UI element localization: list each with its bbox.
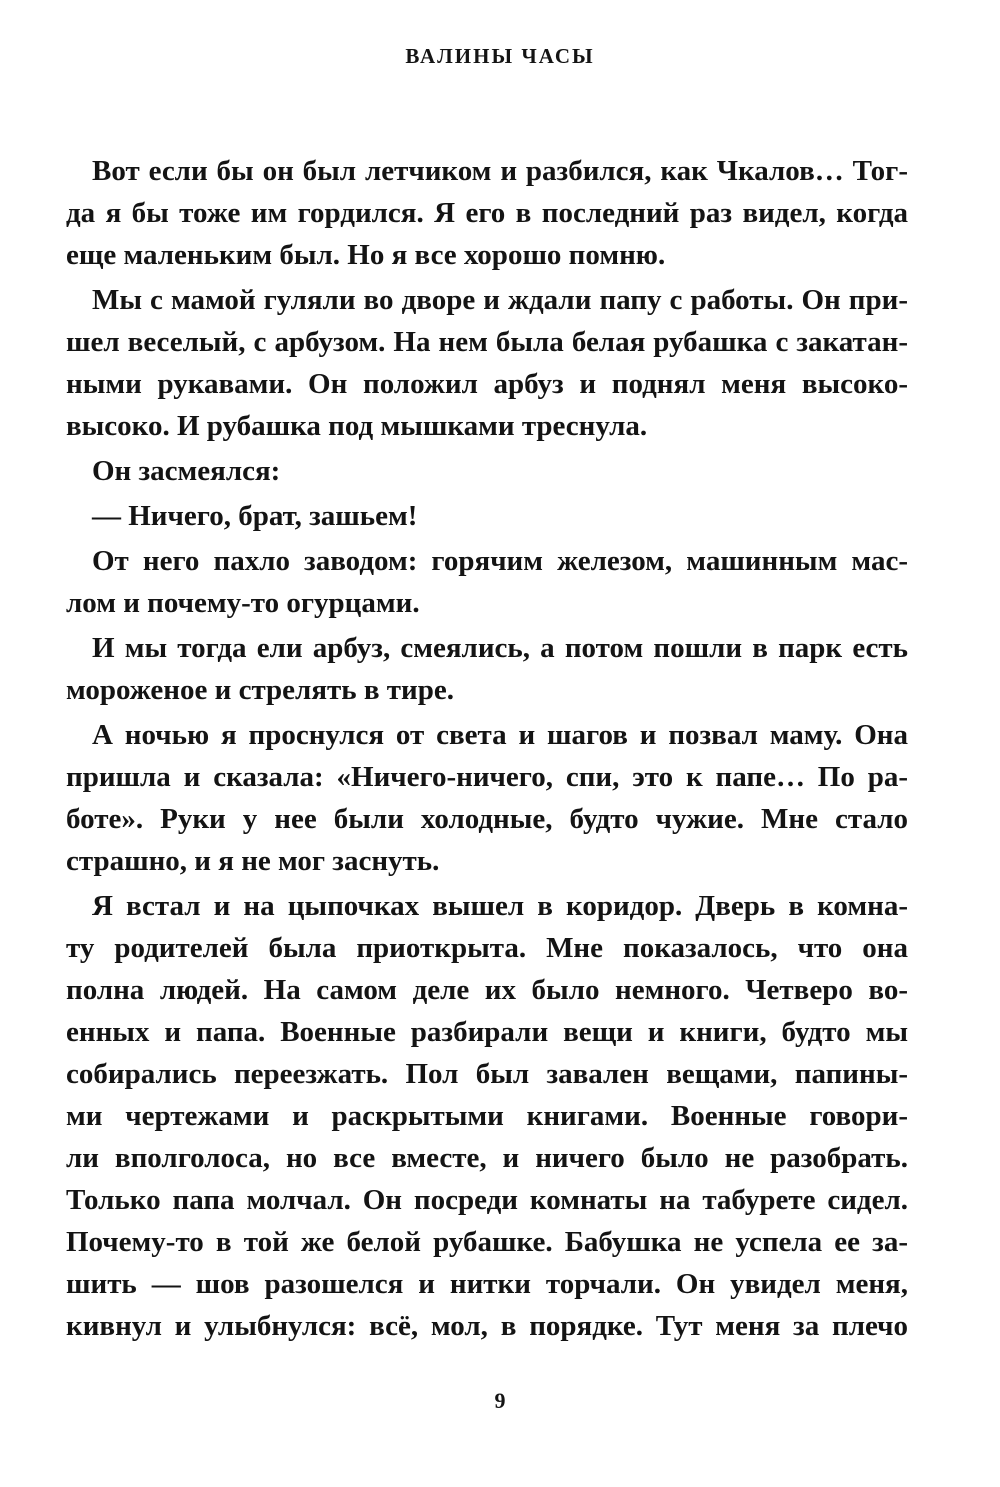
text-line: полна людей. На самом деле их было немного. Четверо во- bbox=[66, 974, 908, 1006]
text-line: шить — шов разошелся и нитки торчали. Он увидел меня, bbox=[66, 1268, 908, 1300]
text-line: Мы с мамой гуляли во дворе и ждали папу с работы. Он при- bbox=[92, 284, 908, 316]
text-line: ми чертежами и раскрытыми книгами. Военные говори- bbox=[66, 1100, 908, 1132]
paragraph bbox=[66, 279, 908, 447]
text-line: мороженое и стрелять в тире. bbox=[66, 674, 454, 706]
page-number: 9 bbox=[494, 1388, 506, 1413]
paragraph bbox=[66, 540, 908, 624]
text-line: Почему-то в той же белой рубашке. Бабушка не успела ее за- bbox=[66, 1226, 908, 1258]
text-line: А ночью я проснулся от света и шагов и позвал маму. Она bbox=[92, 719, 908, 751]
text-line: Только папа молчал. Он посреди комнаты на табурете сидел. bbox=[66, 1184, 908, 1216]
text-line: да я бы тоже им гордился. Я его в последний раз видел, когда bbox=[66, 197, 908, 229]
paragraph bbox=[66, 714, 908, 882]
text-line: боте». Руки у нее были холодные, будто чужие. Мне стало bbox=[66, 803, 908, 835]
running-head: ВАЛИНЫ ЧАСЫ bbox=[405, 44, 595, 68]
text-line: страшно, и я не мог заснуть. bbox=[66, 845, 440, 877]
text-line: И мы тогда ели арбуз, смеялись, а потом пошли в парк есть bbox=[92, 632, 908, 664]
text-line: От него пахло заводом: горячим железом, машинным мас- bbox=[92, 545, 908, 577]
paragraph bbox=[66, 885, 908, 1347]
text-line: ту родителей была приоткрыта. Мне показалось, что она bbox=[66, 932, 908, 964]
text-line: ли вполголоса, но все вместе, и ничего было не разобрать. bbox=[66, 1142, 908, 1174]
paragraph bbox=[66, 627, 908, 711]
text-line: — Ничего, брат, зашьем! bbox=[92, 500, 418, 532]
text-line: лом и почему-то огурцами. bbox=[66, 587, 420, 619]
paragraph bbox=[66, 495, 908, 537]
paragraph bbox=[66, 450, 908, 492]
text-line: высоко. И рубашка под мышками треснула. bbox=[66, 410, 648, 442]
text-line: еще маленьким был. Но я все хорошо помню. bbox=[66, 239, 666, 271]
text-line: Вот если бы он был летчиком и разбился, как Чкалов… Тог- bbox=[92, 155, 908, 187]
text-line: кивнул и улыбнулся: всё, мол, в порядке. Тут меня за плечо bbox=[66, 1310, 908, 1342]
text-line: собирались переезжать. Пол был завален вещами, папины- bbox=[66, 1058, 908, 1090]
text-line: пришла и сказала: «Ничего-ничего, спи, это к папе… По ра- bbox=[66, 761, 908, 793]
text-line: шел веселый, с арбузом. На нем была белая рубашка с закатан- bbox=[66, 326, 908, 358]
text-line: Он засмеялся: bbox=[92, 455, 281, 487]
text-line: ными рукавами. Он положил арбуз и поднял меня высоко- bbox=[66, 368, 908, 400]
body-text bbox=[66, 150, 908, 1347]
text-line: енных и папа. Военные разбирали вещи и книги, будто мы bbox=[66, 1016, 908, 1048]
paragraph bbox=[66, 150, 908, 276]
text-line: Я встал и на цыпочках вышел в коридор. Дверь в комна- bbox=[92, 890, 908, 922]
